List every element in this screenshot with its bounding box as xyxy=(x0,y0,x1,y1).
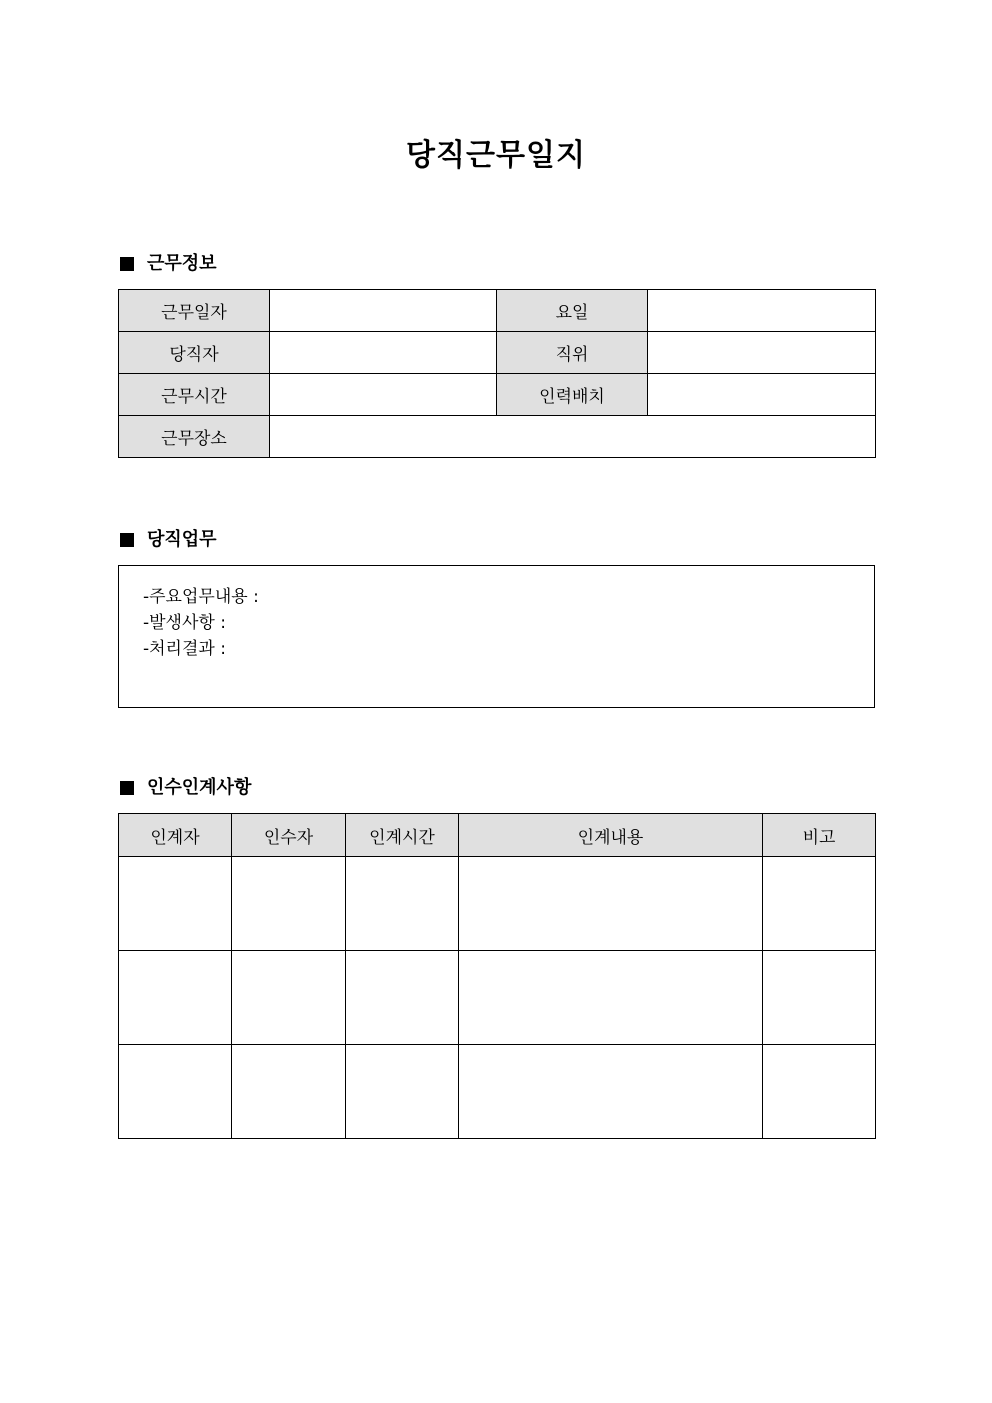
handover-header-row xyxy=(119,814,876,857)
cell-handover-time[interactable] xyxy=(346,857,459,951)
section-heading-info xyxy=(118,251,217,277)
info-row-person xyxy=(119,332,876,374)
label-work-time: 근무시간 xyxy=(119,374,270,416)
cell-remarks[interactable] xyxy=(763,857,876,951)
duty-line-main-tasks: -주요업무내용 : xyxy=(143,587,259,607)
value-weekday[interactable] xyxy=(648,290,876,332)
cell-handover-content[interactable] xyxy=(459,951,763,1045)
col-header-handover-content: 인계내용 xyxy=(459,814,763,857)
duty-line-occurrences: -발생사항 : xyxy=(143,613,226,633)
col-header-handover-giver: 인계자 xyxy=(119,814,232,857)
section-heading-duty-label: 당직업무 xyxy=(147,529,217,550)
label-work-place: 근무장소 xyxy=(119,416,270,458)
col-header-remarks: 비고 xyxy=(763,814,876,857)
square-bullet-icon xyxy=(120,257,134,271)
table-row xyxy=(119,1045,876,1139)
cell-handover-giver[interactable] xyxy=(119,951,232,1045)
duty-line-results: -처리결과 : xyxy=(143,639,226,659)
duty-content-box[interactable] xyxy=(118,565,875,708)
value-work-place[interactable] xyxy=(270,416,876,458)
section-heading-duty xyxy=(118,527,217,553)
table-row xyxy=(119,857,876,951)
cell-remarks[interactable] xyxy=(763,1045,876,1139)
cell-handover-time[interactable] xyxy=(346,1045,459,1139)
label-staffing: 인력배치 xyxy=(497,374,648,416)
value-work-time[interactable] xyxy=(270,374,497,416)
table-row xyxy=(119,951,876,1045)
square-bullet-icon xyxy=(120,533,134,547)
cell-handover-receiver[interactable] xyxy=(232,951,346,1045)
cell-handover-content[interactable] xyxy=(459,857,763,951)
col-header-handover-time: 인계시간 xyxy=(346,814,459,857)
cell-handover-giver[interactable] xyxy=(119,857,232,951)
label-position: 직위 xyxy=(497,332,648,374)
value-position[interactable] xyxy=(648,332,876,374)
section-heading-handover xyxy=(118,775,251,801)
cell-handover-content[interactable] xyxy=(459,1045,763,1139)
cell-handover-receiver[interactable] xyxy=(232,857,346,951)
cell-handover-time[interactable] xyxy=(346,951,459,1045)
cell-handover-receiver[interactable] xyxy=(232,1045,346,1139)
label-weekday: 요일 xyxy=(497,290,648,332)
value-staffing[interactable] xyxy=(648,374,876,416)
value-duty-person[interactable] xyxy=(270,332,497,374)
label-work-date: 근무일자 xyxy=(119,290,270,332)
value-work-date[interactable] xyxy=(270,290,497,332)
cell-remarks[interactable] xyxy=(763,951,876,1045)
label-duty-person: 당직자 xyxy=(119,332,270,374)
section-heading-handover-label: 인수인계사항 xyxy=(147,777,252,798)
work-info-table xyxy=(118,289,876,458)
page-title: 당직근무일지 xyxy=(406,138,586,173)
handover-table xyxy=(118,813,876,1139)
info-row-date xyxy=(119,290,876,332)
info-row-place xyxy=(119,416,876,458)
col-header-handover-receiver: 인수자 xyxy=(232,814,346,857)
info-row-time xyxy=(119,374,876,416)
square-bullet-icon xyxy=(120,781,134,795)
cell-handover-giver[interactable] xyxy=(119,1045,232,1139)
section-heading-info-label: 근무정보 xyxy=(147,253,217,274)
